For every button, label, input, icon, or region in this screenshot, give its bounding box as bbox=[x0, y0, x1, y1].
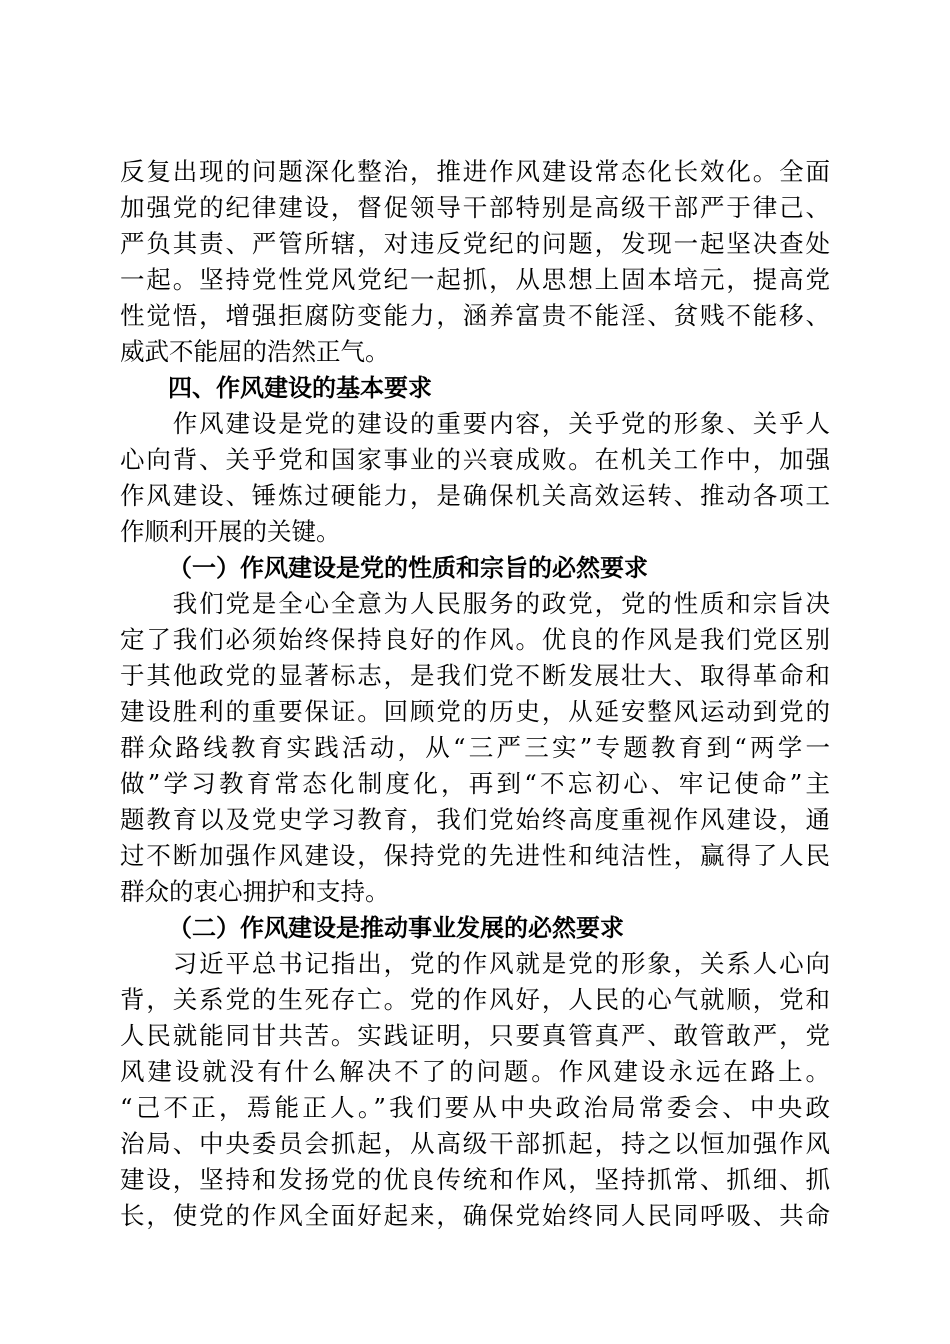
subsection-heading: （一）作风建设是党的性质和宗旨的必然要求 bbox=[168, 553, 648, 582]
body-text-line: 人民就能同甘共苦。实践证明，只要真管真严、敢管敢严，党 bbox=[120, 1021, 830, 1050]
body-text-line: 治局、中央委员会抓起，从高级干部抓起，持之以恒加强作风 bbox=[120, 1129, 830, 1158]
section-heading: 四、作风建设的基本要求 bbox=[168, 374, 432, 402]
body-text-line: 建设，坚持和发扬党的优良传统和作风，坚持抓常、抓细、抓 bbox=[120, 1165, 830, 1194]
body-text-line: 习近平总书记指出，党的作风就是党的形象，关系人心向 bbox=[120, 949, 830, 978]
body-text-line: 题教育以及党史学习教育，我们党始终高度重视作风建设，通 bbox=[120, 805, 830, 834]
body-text-line: 性觉悟，增强拒腐防变能力，涵养富贵不能淫、贫贱不能移、 bbox=[120, 301, 830, 330]
body-text-line: 反复出现的问题深化整治，推进作风建设常态化长效化。全面 bbox=[120, 157, 830, 186]
body-text-line: 我们党是全心全意为人民服务的政党，党的性质和宗旨决 bbox=[120, 589, 830, 618]
body-text-line: 心向背、关乎党和国家事业的兴衰成败。在机关工作中，加强 bbox=[120, 445, 830, 474]
body-text-line: 群众路线教育实践活动，从“三严三实”专题教育到“两学一 bbox=[120, 733, 830, 762]
body-text-line: 过不断加强作风建设，保持党的先进性和纯洁性，赢得了人民 bbox=[120, 841, 830, 870]
body-text-line: 作风建设是党的建设的重要内容，关乎党的形象、关乎人 bbox=[120, 409, 830, 438]
body-text-line: 定了我们必须始终保持良好的作风。优良的作风是我们党区别 bbox=[120, 625, 830, 654]
body-text-line: 作风建设、锤炼过硬能力，是确保机关高效运转、推动各项工 bbox=[120, 481, 830, 510]
body-text-line: 作顺利开展的关键。 bbox=[120, 517, 341, 546]
body-text-line: 加强党的纪律建设，督促领导干部特别是高级干部严于律己、 bbox=[120, 193, 830, 222]
body-text-line: 建设胜利的重要保证。回顾党的历史，从延安整风运动到党的 bbox=[120, 697, 830, 726]
body-text-line: 威武不能屈的浩然正气。 bbox=[120, 337, 390, 366]
body-text-line: 一起。坚持党性党风党纪一起抓，从思想上固本培元，提高党 bbox=[120, 265, 830, 294]
subsection-heading: （二）作风建设是推动事业发展的必然要求 bbox=[168, 913, 624, 942]
body-text-line: 于其他政党的显著标志，是我们党不断发展壮大、取得革命和 bbox=[120, 661, 830, 690]
body-text-line: 背，关系党的生死存亡。党的作风好，人民的心气就顺，党和 bbox=[120, 985, 830, 1014]
body-text-line: 严负其责、严管所辖，对违反党纪的问题，发现一起坚决查处 bbox=[120, 229, 830, 258]
body-text-line: 做”学习教育常态化制度化，再到“不忘初心、牢记使命”主 bbox=[120, 769, 830, 798]
body-text-line: 长，使党的作风全面好起来，确保党始终同人民同呼吸、共命 bbox=[120, 1201, 830, 1230]
body-text-line: 群众的衷心拥护和支持。 bbox=[120, 877, 390, 906]
body-text-line: 风建设就没有什么解决不了的问题。作风建设永远在路上。 bbox=[120, 1057, 830, 1086]
body-text-line: “己不正，焉能正人。”我们要从中央政治局常委会、中央政 bbox=[120, 1093, 830, 1122]
